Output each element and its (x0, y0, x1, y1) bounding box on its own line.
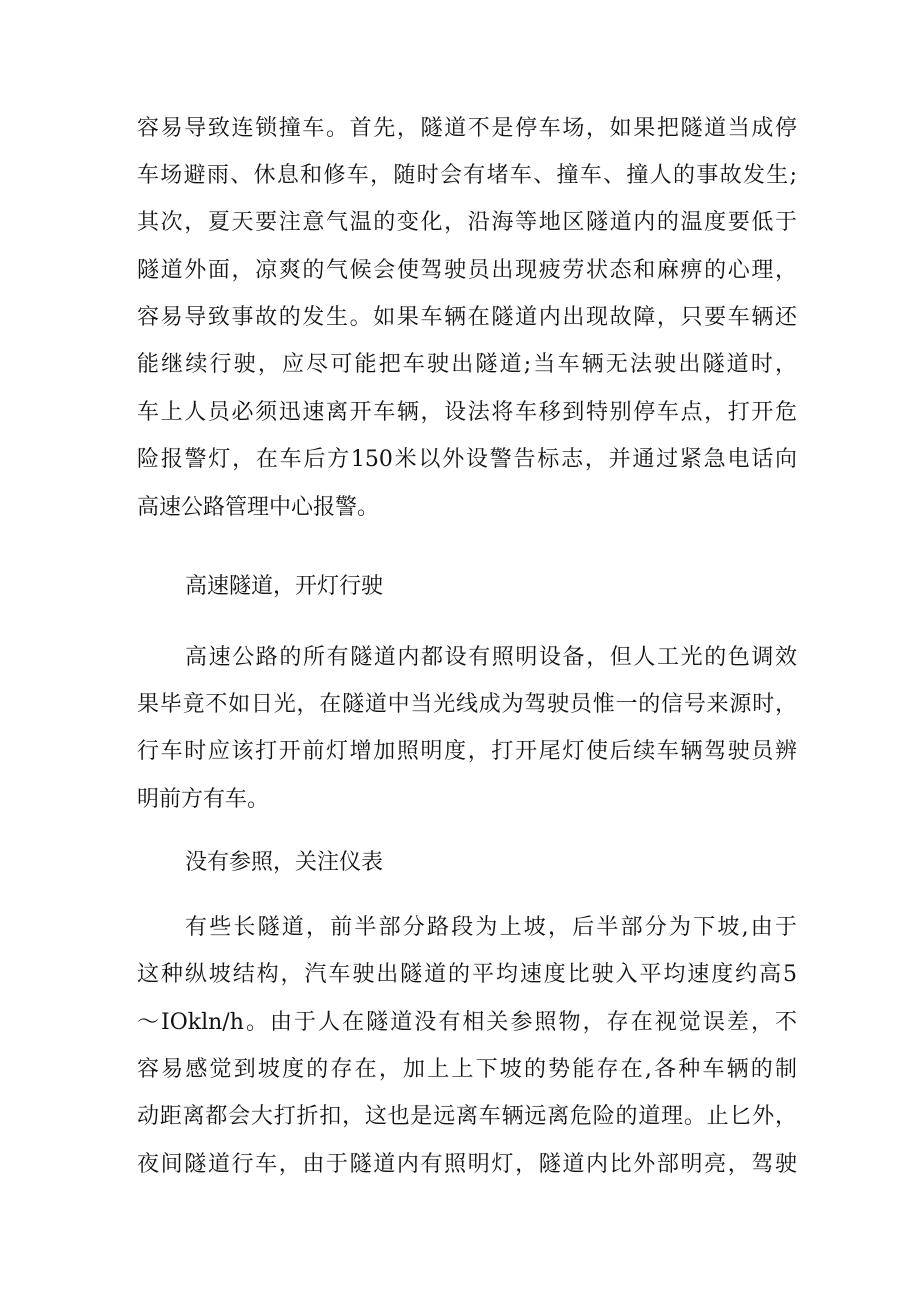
paragraph-line: 明前方有车。 (137, 787, 270, 812)
paragraph-line: 其次，夏天要注意气温的变化，沿海等地区隧道内的温度要低于 (137, 210, 797, 235)
paragraph-line: 隧道外面，凉爽的气候会使驾驶员出现疲劳状态和麻痹的心理， (137, 258, 797, 283)
paragraph-line: 行车时应该打开前灯增加照明度，打开尾灯使后续车辆驾驶员辨 (137, 739, 797, 764)
section-heading: 高速隧道，开灯行驶 (185, 574, 384, 599)
paragraph-line: 容易感觉到坡度的存在，加上上下坡的势能存在,各种车辆的制 (137, 1057, 797, 1082)
paragraph-line: 高速公路的所有隧道内都设有照明设备，但人工光的色调效 (185, 645, 797, 670)
paragraph-line: 果毕竟不如日光，在隧道中当光线成为驾驶员惟一的信号来源时， (137, 692, 797, 717)
section-heading: 没有参照，关注仪表 (185, 850, 384, 875)
paragraph-line: 有些长隧道，前半部分路段为上坡，后半部分为下坡,由于 (185, 915, 797, 940)
paragraph-line: 高速公路管理中心报警。 (137, 495, 380, 520)
paragraph-line: 动距离都会大打折扣，这也是远离车辆远离危险的道理。止匕外， (137, 1104, 797, 1129)
paragraph-line: 夜间隧道行车，由于隧道内有照明灯，隧道内比外部明亮，驾驶 (137, 1152, 797, 1177)
paragraph-line: 这种纵坡结构，汽车驶出隧道的平均速度比驶入平均速度约高5 (137, 962, 797, 987)
paragraph-line: 车场避雨、休息和修车，随时会有堵车、撞车、撞人的事故发生; (137, 163, 797, 188)
paragraph-line: 险报警灯，在车后方150米以外设警告标志，并通过紧急电话向 (137, 447, 797, 472)
paragraph-line: 能继续行驶，应尽可能把车驶出隧道;当车辆无法驶出隧道时， (137, 352, 797, 377)
paragraph-line: 车上人员必须迅速离开车辆，设法将车移到特别停车点，打开危 (137, 400, 797, 425)
paragraph-line: 容易导致连锁撞车。首先，隧道不是停车场，如果把隧道当成停 (137, 116, 797, 141)
paragraph-line: ～IOkln/h。由于人在隧道没有相关参照物，存在视觉误差，不 (137, 1010, 797, 1035)
paragraph-line: 容易导致事故的发生。如果车辆在隧道内出现故障，只要车辆还 (137, 305, 797, 330)
